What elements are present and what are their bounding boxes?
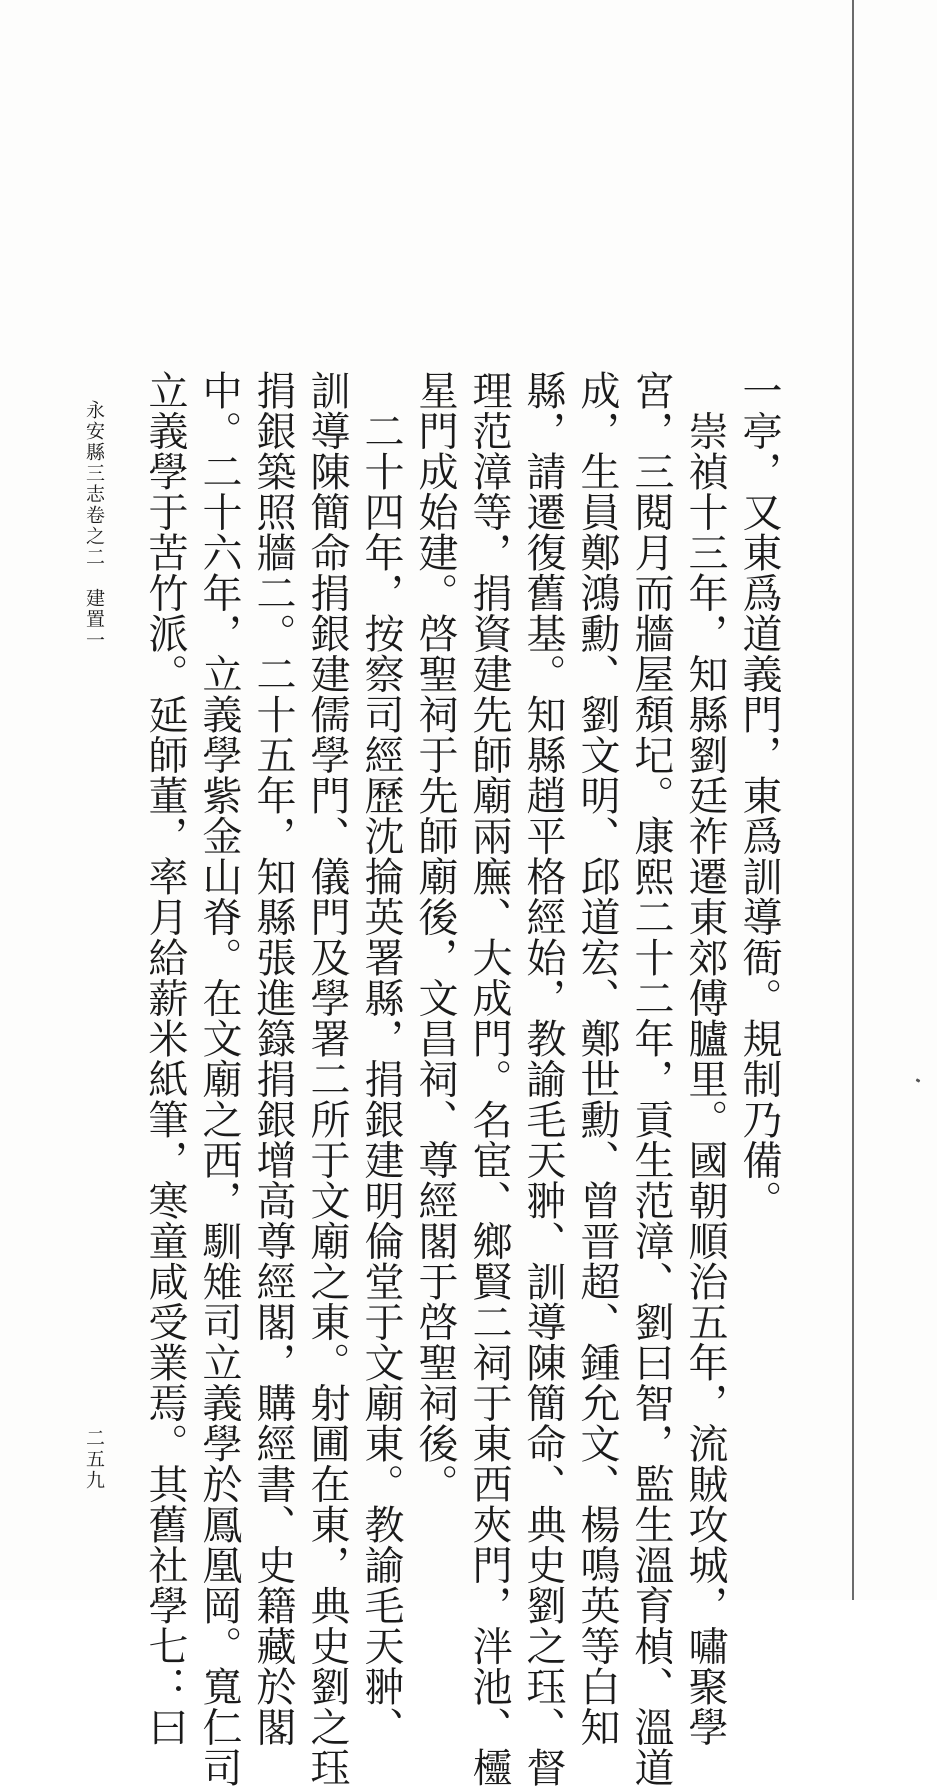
text-column-2: 崇禎十三年，知縣劉廷祚遷東郊傅臚里。國朝順治五年，流賊攻城，嘯聚學 [682, 370, 728, 1747]
footer-page-number: 二五九 [83, 1428, 105, 1491]
footer-section: 建置一 [83, 588, 105, 651]
paper-speck [916, 1078, 921, 1083]
page-edge-line [852, 0, 854, 1600]
text-column-1: 一亭，又東爲道義門，東爲訓導衙。規制乃備。 [736, 370, 782, 1221]
text-column-12: 立義學于苦竹派。延師董，率月給薪米紙筆，寒童咸受業焉。其舊社學七：曰 [142, 370, 188, 1747]
text-column-11: 中。二十六年，立義學紫金山脊。在文廟之西，馴雉司立義學於鳳凰岡。寬仁司 [196, 370, 242, 1788]
text-column-5: 縣，請遷復舊基。知縣趙平格經始，教諭毛天翀、訓導陳簡命、典史劉之珏、督 [520, 370, 566, 1788]
text-column-7: 星門成始建。啓聖祠于先師廟後，文昌祠、尊經閣于啓聖祠後。 [412, 370, 458, 1504]
text-column-3: 宮，三閱月而牆屋頽圮。康熙二十二年，貢生范漳、劉曰智，監生溫育楨、溫道 [628, 370, 674, 1788]
text-column-9: 訓導陳簡命捐銀建儒學門、儀門及學署二所于文廟之東。射圃在東，典史劉之珏 [304, 370, 350, 1788]
text-column-6: 理范漳等，捐資建先師廟兩廡、大成門。名宦、鄉賢二祠于東西夾門，泮池、欞 [466, 370, 512, 1788]
text-column-10: 捐銀築照牆二。二十五年，知縣張進籙捐銀增高尊經閣，購經書、史籍藏於閣 [250, 370, 296, 1747]
text-column-8: 二十四年，按察司經歷沈掄英署縣，捐銀建明倫堂于文廟東。教諭毛天翀、 [358, 370, 404, 1747]
text-column-4: 成，生員鄭鴻勳、劉文明、邱道宏、鄭世勳、曾晋超、鍾允文、楊鳴英等白知 [574, 370, 620, 1747]
footer-book-title: 永安縣三志卷之二 [83, 400, 105, 568]
